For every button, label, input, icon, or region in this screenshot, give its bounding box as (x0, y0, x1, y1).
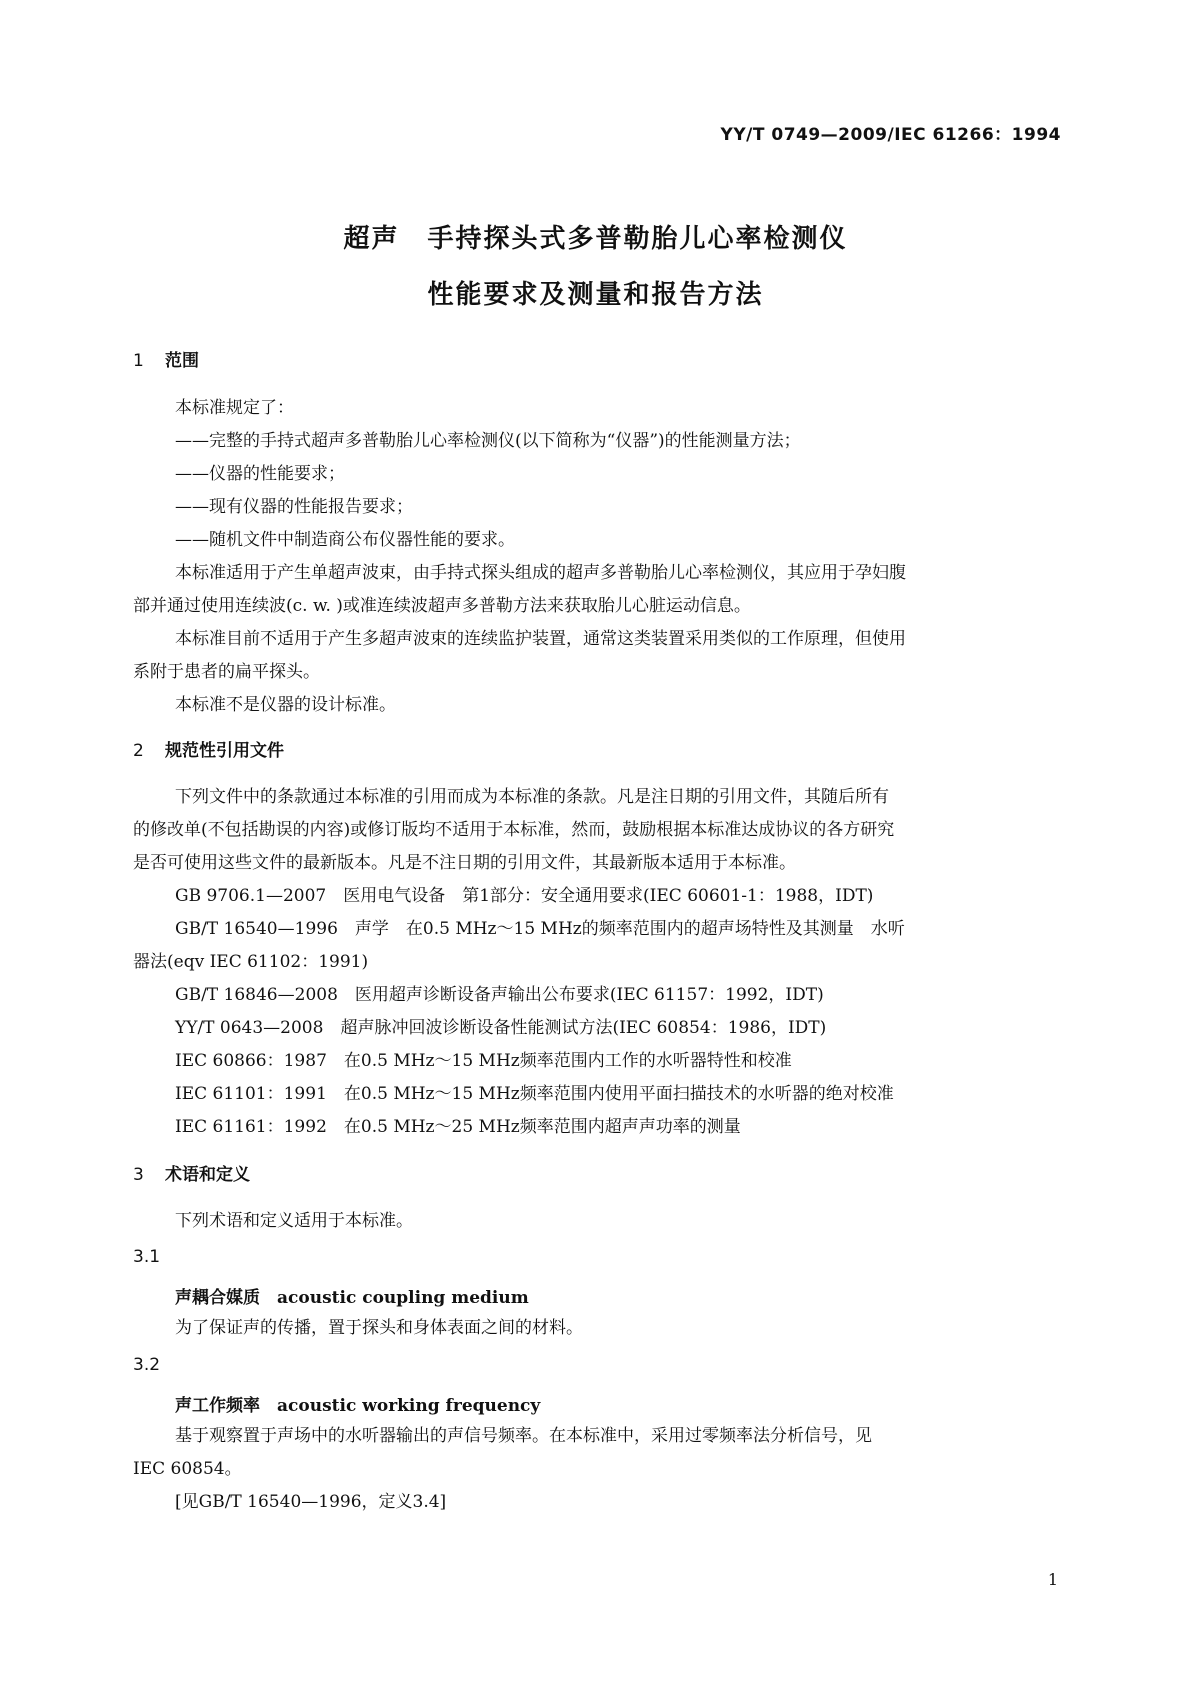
page-number: 1 (1047, 1570, 1058, 1589)
document-code: YY/T 0749—2009/IEC 61266：1994 (720, 125, 1061, 145)
section-number: 2 (133, 741, 144, 761)
definition-source: [见GB/T 16540—1996，定义3.4] (175, 1492, 447, 1512)
definition-text: IEC 60854。 (133, 1459, 242, 1479)
list-item: ——随机文件中制造商公布仪器性能的要求。 (175, 530, 515, 550)
term-zh: 声耦合媒质 (175, 1288, 260, 1308)
paragraph-line: 本标准目前不适用于产生多超声波束的连续监护装置，通常这类装置采用类似的工作原理，但使用 (175, 629, 906, 649)
reference-item: GB/T 16846—2008 医用超声诊断设备声输出公布要求(IEC 61157：1992，IDT) (175, 985, 824, 1005)
section-title: 范围 (165, 351, 199, 371)
section-title: 规范性引用文件 (165, 741, 284, 761)
section-1-intro: 本标准规定了： (175, 398, 294, 418)
list-item: ——完整的手持式超声多普勒胎儿心率检测仪(以下简称为“仪器”)的性能测量方法； (175, 431, 801, 451)
reference-item: IEC 61161：1992 在0.5 MHz～25 MHz频率范围内超声声功率的测量 (175, 1117, 741, 1137)
section-2-heading (133, 736, 284, 761)
reference-item: 器法(eqv IEC 61102：1991) (133, 952, 369, 972)
paragraph-line: 下列术语和定义适用于本标准。 (175, 1211, 413, 1231)
title-line-1: 超声 手持探头式多普勒胎儿心率检测仪 (343, 224, 848, 254)
section-3-heading (133, 1160, 250, 1185)
paragraph-line: 下列文件中的条款通过本标准的引用而成为本标准的条款。凡是注日期的引用文件，其随后所有 (175, 787, 889, 807)
definition-text: 基于观察置于声场中的水听器输出的声信号频率。在本标准中，采用过零频率法分析信号，见 (175, 1426, 872, 1446)
definition-term (175, 1283, 529, 1308)
list-item: ——现有仪器的性能报告要求； (175, 497, 413, 517)
reference-item: IEC 60866：1987 在0.5 MHz～15 MHz频率范围内工作的水听器特性和校准 (175, 1051, 792, 1071)
list-item: ——仪器的性能要求； (175, 464, 345, 484)
section-number: 3 (133, 1165, 144, 1185)
term-en: acoustic coupling medium (277, 1288, 529, 1308)
section-number: 1 (133, 351, 144, 371)
definition-text: 为了保证声的传播，置于探头和身体表面之间的材料。 (175, 1318, 583, 1338)
reference-item: IEC 61101：1991 在0.5 MHz～15 MHz频率范围内使用平面扫描技术的水听器的绝对校准 (175, 1084, 894, 1104)
definition-number: 3.1 (133, 1247, 161, 1267)
paragraph-line: 部并通过使用连续波(c. w. )或准连续波超声多普勒方法来获取胎儿心脏运动信息。 (133, 596, 751, 616)
definition-number: 3.2 (133, 1355, 161, 1375)
paragraph-line: 的修改单(不包括勘误的内容)或修订版均不适用于本标准，然而，鼓励根据本标准达成协议的各方研究 (133, 820, 895, 840)
reference-item: GB 9706.1—2007 医用电气设备 第1部分：安全通用要求(IEC 60601-1：1988，IDT) (175, 886, 874, 906)
reference-item: YY/T 0643—2008 超声脉冲回波诊断设备性能测试方法(IEC 60854：1986，IDT) (175, 1018, 827, 1038)
term-en: acoustic working frequency (277, 1396, 541, 1416)
section-title: 术语和定义 (165, 1165, 250, 1185)
reference-item: GB/T 16540—1996 声学 在0.5 MHz～15 MHz的频率范围内的超声场特性及其测量 水听 (175, 919, 905, 939)
paragraph-line: 本标准适用于产生单超声波束，由手持式探头组成的超声多普勒胎儿心率检测仪，其应用于孕妇腹 (175, 563, 906, 583)
definition-term (175, 1391, 540, 1416)
term-zh: 声工作频率 (175, 1396, 260, 1416)
paragraph-line: 是否可使用这些文件的最新版本。凡是不注日期的引用文件，其最新版本适用于本标准。 (133, 853, 796, 873)
section-1-heading (133, 346, 199, 371)
paragraph-line: 系附于患者的扁平探头。 (133, 662, 320, 682)
paragraph-line: 本标准不是仪器的设计标准。 (175, 695, 396, 715)
title-line-2: 性能要求及测量和报告方法 (427, 280, 764, 310)
